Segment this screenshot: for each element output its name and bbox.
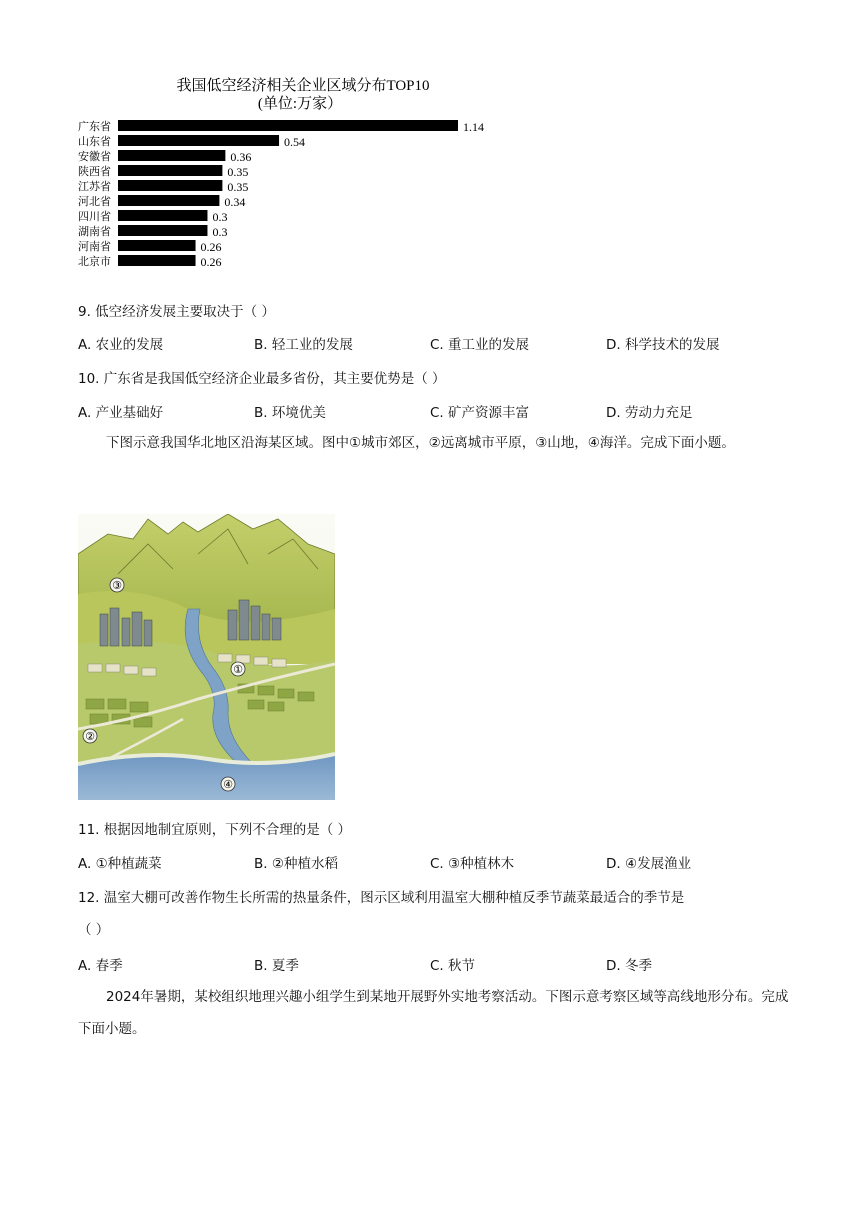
category-label: 陕西省	[78, 165, 111, 178]
q11-option-c: C. ③种植林木	[430, 856, 515, 872]
q11-option-a: A. ①种植蔬菜	[78, 856, 162, 872]
bar	[118, 135, 279, 146]
q12-option-b: B. 夏季	[254, 958, 299, 974]
chart-subtitle: (单位:万家）	[257, 96, 343, 112]
passage-1: 下图示意我国华北地区沿海某区域。图中①城市郊区，②远离城市平原，③山地，④海洋。完成下面小题。	[106, 435, 735, 451]
passage-2: 2024年暑期，某校组织地理兴趣小组学生到某地开展野外实地考察活动。下图示意考察区域等高线地形分布。完成下面小题。	[78, 989, 789, 1037]
bar	[118, 165, 222, 176]
q9-option-b: B. 轻工业的发展	[254, 337, 353, 353]
question-11-stem: 11. 根据因地制宜原则，下列不合理的是（ ）	[78, 822, 352, 838]
q12-option-c: C. 秋节	[430, 958, 476, 974]
category-label: 广东省	[78, 120, 111, 133]
q10-option-b: B. 环境优美	[254, 405, 326, 421]
question-12-stem-cont: （ ）	[78, 922, 110, 938]
q11-option-d: D. ④发展渔业	[606, 856, 692, 872]
value-label: 0.35	[227, 180, 249, 194]
q12-option-a: A. 春季	[78, 958, 123, 974]
category-label: 河北省	[78, 195, 111, 208]
value-label: 0.35	[227, 165, 249, 179]
value-label: 0.26	[200, 255, 222, 269]
map-label-1: ①	[233, 663, 243, 676]
coastal-region-illustration	[78, 514, 335, 800]
category-label: 江苏省	[78, 180, 111, 193]
q9-option-c: C. 重工业的发展	[430, 337, 530, 353]
bar	[118, 120, 458, 131]
value-label: 0.34	[224, 195, 246, 209]
category-label: 四川省	[78, 210, 111, 223]
bar	[118, 210, 207, 221]
question-10-stem: 10. 广东省是我国低空经济企业最多省份，其主要优势是（ ）	[78, 371, 446, 387]
chart-title: 我国低空经济相关企业区域分布TOP10	[176, 78, 430, 94]
bar	[118, 240, 196, 251]
question-12-stem: 12. 温室大棚可改善作物生长所需的热量条件，图示区域利用温室大棚种植反季节蔬菜最适合的季节是	[78, 890, 685, 906]
value-label: 0.3	[212, 210, 228, 224]
q9-option-a: A. 农业的发展	[78, 337, 164, 353]
category-label: 安徽省	[78, 150, 111, 163]
bar	[118, 225, 207, 236]
q10-option-d: D. 劳动力充足	[606, 405, 693, 421]
map-label-3: ③	[112, 579, 122, 592]
category-label: 湖南省	[78, 225, 111, 238]
category-label: 北京市	[78, 255, 111, 268]
map-label-2: ②	[85, 730, 95, 743]
map-label-4: ④	[223, 778, 233, 791]
question-9-stem: 9. 低空经济发展主要取决于（ ）	[78, 304, 275, 320]
q12-option-d: D. 冬季	[606, 958, 652, 974]
q9-option-d: D. 科学技术的发展	[606, 337, 720, 353]
value-label: 0.26	[200, 240, 222, 254]
q10-option-a: A. 产业基础好	[78, 405, 164, 421]
bar	[118, 255, 196, 266]
bar	[118, 150, 225, 161]
bar	[118, 195, 219, 206]
bar	[118, 180, 222, 191]
value-label: 1.14	[463, 120, 484, 134]
q11-option-b: B. ②种植水稻	[254, 856, 338, 872]
category-label: 山东省	[78, 135, 111, 148]
bar-chart	[70, 70, 510, 275]
value-label: 0.3	[212, 225, 228, 239]
value-label: 0.36	[230, 150, 252, 164]
category-label: 河南省	[78, 240, 111, 253]
q10-option-c: C. 矿产资源丰富	[430, 405, 530, 421]
value-label: 0.54	[284, 135, 306, 149]
